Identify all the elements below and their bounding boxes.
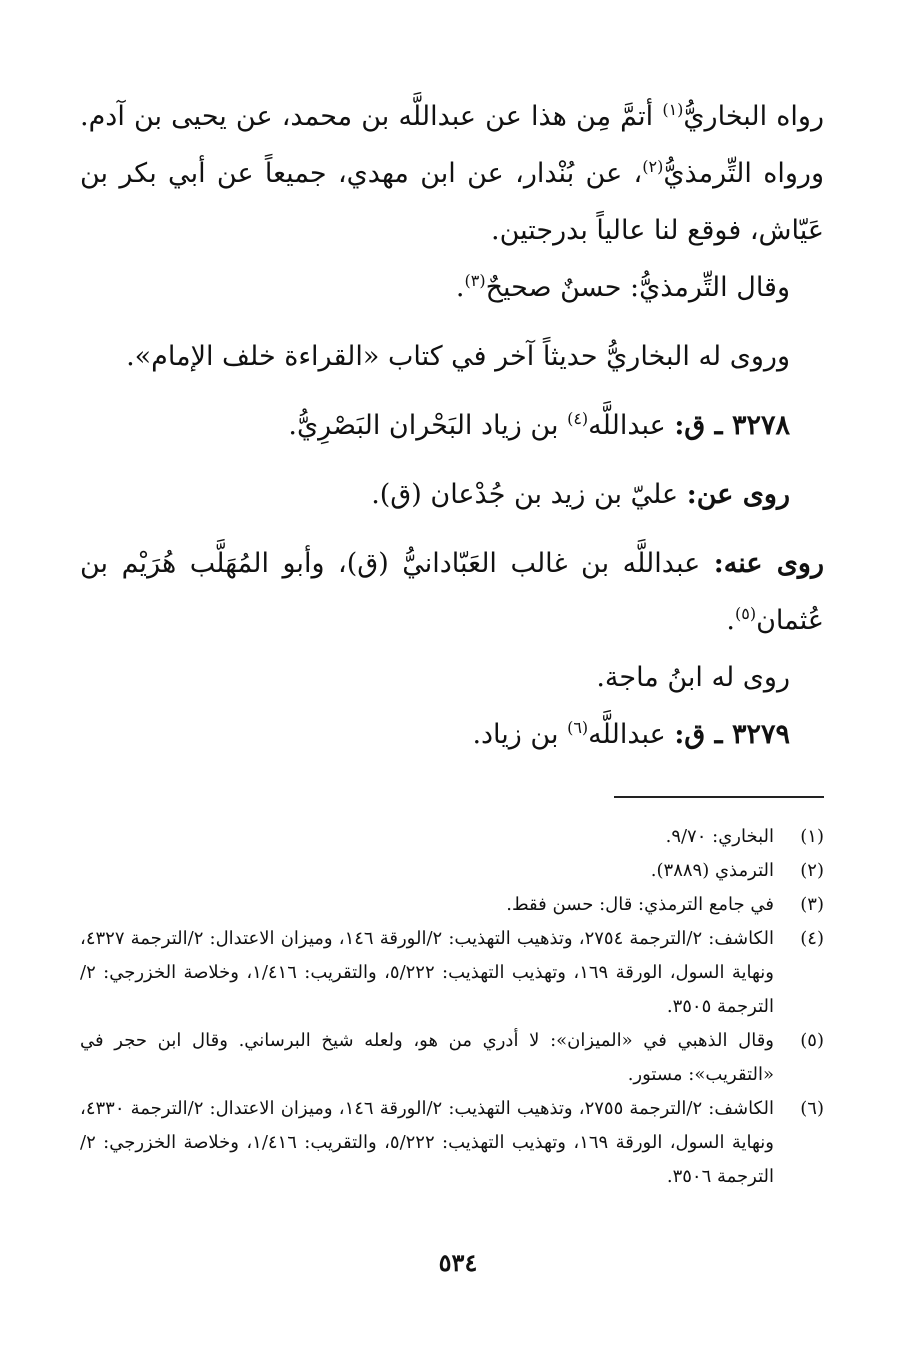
footnote-text: وقال الذهبي في «الميزان»: لا أدري من هو، ولعله شيخ البرساني. وقال ابن حجر في «التقريب»: مستور. xyxy=(80,1030,774,1085)
footnote-number: (٤) xyxy=(800,928,824,949)
text-span: ، عن بُنْدار، عن ابن مهدي، جميعاً عن أبي بكر بن عَيّاش، فوقع لنا عالياً بدرجتين. xyxy=(80,158,824,246)
paragraph-riwayah xyxy=(80,88,824,259)
entry-number: ٣٢٧٩ ـ ق: xyxy=(674,719,790,750)
footnote-4 xyxy=(80,922,824,1024)
text-span: عليّ بن زيد بن جُدْعان (ق). xyxy=(371,479,679,510)
entry-3278-heading xyxy=(80,397,824,454)
text-span: عبداللَّه بن غالب العَبّادانيُّ (ق)، وأبو المُهَلَّب هُرَيْم بن عُثمان xyxy=(80,548,824,636)
entry-3278-rawa-anhu xyxy=(80,535,824,649)
footnote-1 xyxy=(80,820,824,854)
entry-number: ٣٢٧٨ ـ ق: xyxy=(674,410,790,441)
text-span: . xyxy=(726,605,735,636)
footnote-text: الكاشف: ٢/الترجمة ٢٧٥٤، وتذهيب التهذيب: ٢/الورقة ١٤٦، وميزان الاعتدال: ٢/الترجمة ٤٣٢٧، ونهاية السول، الورقة ١٦٩، وتهذيب التهذيب: ٥/٢٢٢، والتقريب: ١/٤١٦، وخلاصة الخزرجي: ٢/الترجمة ٣٥٠٥. xyxy=(80,928,774,1017)
footnote-text: الترمذي (٣٨٨٩). xyxy=(650,860,774,881)
paragraph-tirmidhi-grade xyxy=(80,259,824,316)
footnote-ref-1[interactable]: (١) xyxy=(662,100,684,119)
entry-3278-ibn-majah: روى له ابنُ ماجة. xyxy=(596,662,790,693)
footnote-number: (٥) xyxy=(800,1030,824,1051)
footnote-ref-2[interactable]: (٢) xyxy=(642,157,664,176)
text-span: أتمَّ مِن هذا عن عبداللَّه بن محمد، عن يحيى بن آدم. ورواه التِّرمذيُّ xyxy=(80,101,824,189)
text-span: بن زياد البَحْران البَصْرِيُّ. xyxy=(288,410,559,441)
footnote-text: في جامع الترمذي: قال: حسن فقط. xyxy=(506,894,774,915)
footnote-ref-6[interactable]: (٦) xyxy=(567,718,589,737)
footnote-ref-5[interactable]: (٥) xyxy=(734,604,757,623)
footnote-number: (٢) xyxy=(800,860,824,881)
text-span: عبداللَّه xyxy=(588,719,666,750)
footnote-text: البخاري: ٩/٧٠. xyxy=(665,826,774,847)
footnote-number: (١) xyxy=(800,826,824,847)
text-span: رواه البخاريُّ xyxy=(683,101,824,132)
footnote-ref-3[interactable]: (٣) xyxy=(464,271,486,290)
footnote-2 xyxy=(80,854,824,888)
paragraph-bukhari-other: وروى له البخاريُّ حديثاً آخر في كتاب «القراءة خلف الإمام». xyxy=(126,341,790,372)
entry-3278-rawa-an xyxy=(80,466,824,523)
footnote-5 xyxy=(80,1024,824,1092)
text-span: عبداللَّه xyxy=(588,410,666,441)
footnote-number: (٦) xyxy=(800,1098,824,1119)
footnotes xyxy=(80,820,824,1194)
text-span: . xyxy=(455,272,465,303)
page-number: ٥٣٤ xyxy=(438,1248,478,1277)
label-rawa-anhu: روى عنه: xyxy=(713,548,824,579)
footnote-number: (٣) xyxy=(800,894,824,915)
text-span: بن زياد. xyxy=(472,719,559,750)
text-span: وقال التِّرمذيُّ: حسنٌ صحيحٌ xyxy=(485,272,790,303)
main-text xyxy=(80,88,824,763)
footnote-3 xyxy=(80,888,824,922)
footnote-text: الكاشف: ٢/الترجمة ٢٧٥٥، وتذهيب التهذيب: ٢/الورقة ١٤٦، وميزان الاعتدال: ٢/الترجمة ٤٣٣٠، ونهاية السول، الورقة ١٦٩، وتهذيب التهذيب: ٥/٢٢٢، والتقريب: ١/٤١٦، وخلاصة الخزرجي: ٢/الترجمة ٣٥٠٦. xyxy=(80,1098,774,1187)
entry-3279-heading xyxy=(80,706,824,763)
footnote-ref-4[interactable]: (٤) xyxy=(567,409,589,428)
footnote-6 xyxy=(80,1092,824,1194)
label-rawa-an: روى عن: xyxy=(686,479,790,510)
footnote-divider xyxy=(614,796,824,798)
